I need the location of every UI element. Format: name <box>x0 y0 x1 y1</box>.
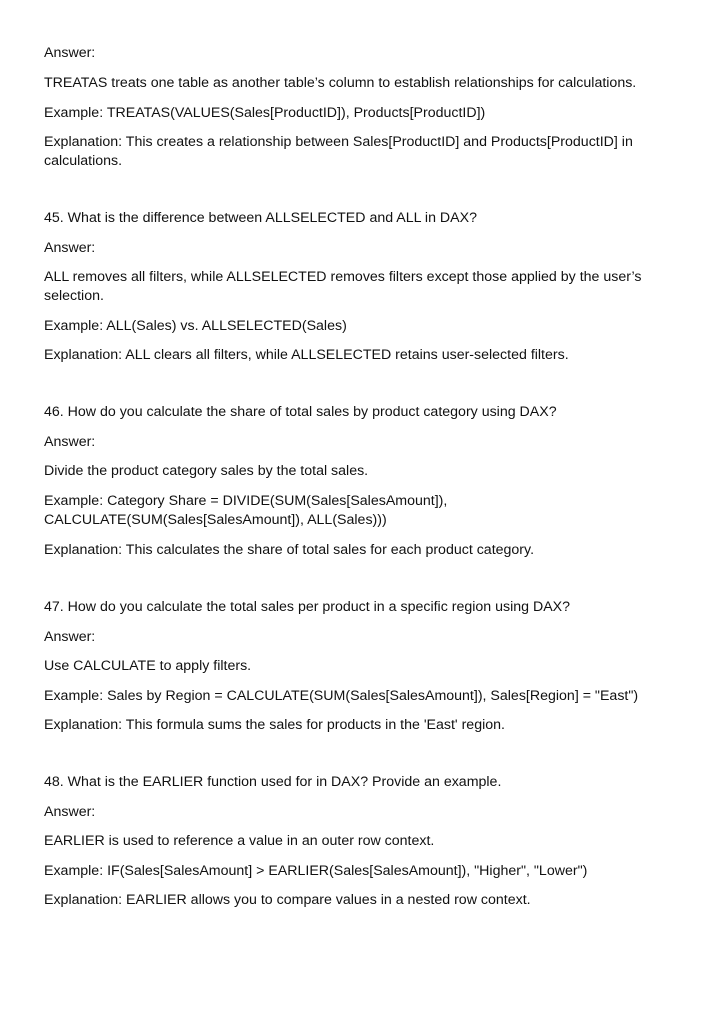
answer-label: Answer: <box>44 804 96 820</box>
explanation-text: Explanation: This calculates the share of total sales for each product category. <box>44 542 535 558</box>
example-text: Example: ALL(Sales) vs. ALLSELECTED(Sales) <box>44 318 347 334</box>
question-heading: 48. What is the EARLIER function used for in DAX? Provide an example. <box>44 774 502 790</box>
answer-text: EARLIER is used to reference a value in an outer row context. <box>44 833 435 849</box>
example-text-line1: Example: Category Share = DIVIDE(SUM(Sales[SalesAmount]), <box>44 493 448 509</box>
answer-label: Answer: <box>44 240 96 256</box>
explanation-text: Explanation: EARLIER allows you to compare values in a nested row context. <box>44 892 531 908</box>
question-heading: 47. How do you calculate the total sales per product in a specific region using DAX? <box>44 599 571 615</box>
answer-text: Divide the product category sales by the total sales. <box>44 463 369 479</box>
answer-text: Use CALCULATE to apply filters. <box>44 658 252 674</box>
answer-text: TREATAS treats one table as another table’s column to establish relationships for calculations. <box>44 75 637 91</box>
explanation-text-line2: calculations. <box>44 153 123 169</box>
answer-text-line1: ALL removes all filters, while ALLSELECTED removes filters except those applied by the user’s <box>44 269 642 285</box>
example-text: Example: IF(Sales[SalesAmount] > EARLIER(Sales[SalesAmount]), "Higher", "Lower") <box>44 863 588 879</box>
example-text: Example: TREATAS(VALUES(Sales[ProductID]), Products[ProductID]) <box>44 105 486 121</box>
example-text-line2: CALCULATE(SUM(Sales[SalesAmount]), ALL(Sales))) <box>44 512 387 528</box>
answer-label: Answer: <box>44 45 96 61</box>
example-text: Example: Sales by Region = CALCULATE(SUM(Sales[SalesAmount]), Sales[Region] = "East") <box>44 688 639 704</box>
answer-label: Answer: <box>44 434 96 450</box>
question-heading: 45. What is the difference between ALLSELECTED and ALL in DAX? <box>44 210 477 226</box>
explanation-text-line1: Explanation: This creates a relationship between Sales[ProductID] and Products[ProductID] in <box>44 134 633 150</box>
explanation-text: Explanation: This formula sums the sales for products in the 'East' region. <box>44 717 505 733</box>
question-heading: 46. How do you calculate the share of total sales by product category using DAX? <box>44 404 557 420</box>
explanation-text: Explanation: ALL clears all filters, while ALLSELECTED retains user-selected filters. <box>44 347 569 363</box>
answer-text-line2: selection. <box>44 288 104 304</box>
answer-label: Answer: <box>44 629 96 645</box>
